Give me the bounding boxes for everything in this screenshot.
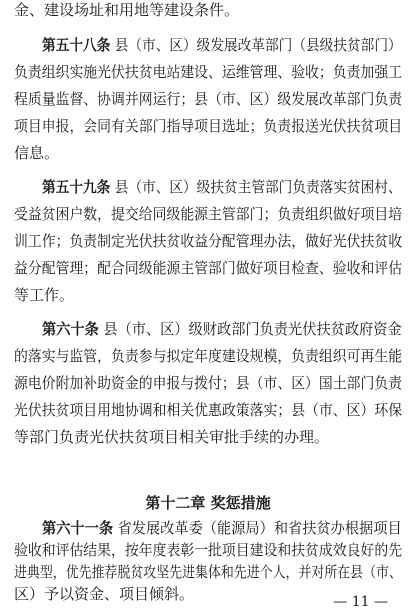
article-59-line-4: 益分配管理；配合同级能源主管部门做好项目检查、验收和评估 [14, 259, 403, 277]
article-59-text: 县（市、区）级扶贫主管部门负责落实贫困村、 [114, 178, 402, 196]
article-59-line-3: 训工作；负责制定光伏扶贫收益分配管理办法，做好光伏扶贫收 [14, 232, 403, 250]
article-58-line-2: 负责组织实施光伏扶贫电站建设、运维管理、验收；负责加强工 [14, 63, 403, 81]
carryover-line: 金、建设场址和用地等建设条件。 [14, 1, 240, 19]
article-61-label: 第六十一条 [42, 519, 114, 537]
article-61-line-4: 区）予以资金、项目倾斜。 [14, 585, 195, 603]
article-60-text: 县（市、区）级财政部门负责光伏扶贫政府资金 [103, 320, 402, 338]
article-60-line-3: 源电价附加补助资金的申报与拨付；县（市、区）国土部门负责 [14, 374, 403, 392]
article-61-line-1 [42, 519, 402, 537]
article-59-label: 第五十九条 [42, 178, 111, 196]
article-60-line-1 [42, 320, 402, 338]
article-60-line-5: 等部门负责光伏扶贫项目相关审批手续的办理。 [14, 428, 330, 446]
article-61-line-3: 进典型，优先推荐脱贫攻坚先进集体和先进个人，并对所在县（市、 [14, 563, 402, 581]
article-61-text: 省发展改革委（能源局）和省扶贫办根据项目 [117, 519, 402, 537]
article-59-line-5: 等工作。 [14, 286, 75, 304]
article-58-line-4: 项目申报，会同有关部门指导项目选址；负责报送光伏扶贫项目 [14, 117, 403, 135]
document-page [14, 0, 402, 616]
article-58-line-5: 信息。 [14, 144, 60, 162]
chapter-12-title: 第十二章 奖惩措施 [145, 494, 271, 512]
article-58-line-1 [42, 36, 402, 54]
article-60-line-4: 光伏扶贫项目用地协调和相关优惠政策落实；县（市、区）环保 [14, 401, 403, 419]
article-58-text: 县（市、区）级发展改革部门（县级扶贫部门） [114, 36, 402, 54]
article-59-line-1 [42, 178, 402, 196]
article-61-line-2: 验收和评估结果，按年度表彰一批项目建设和扶贫成效良好的先 [14, 541, 403, 559]
article-58-label: 第五十八条 [42, 36, 111, 54]
article-60-line-2: 的落实与监管，负责参与拟定年度建设规模，负责组织可再生能 [14, 347, 403, 365]
article-59-line-2: 受益贫困户数，提交给同级能源主管部门；负责组织做好项目培 [14, 205, 403, 223]
page-number: — 11 — [333, 594, 388, 610]
article-60-label: 第六十条 [42, 320, 99, 338]
article-58-line-3: 程质量监督、协调并网运行；县（市、区）级发展改革部门负责 [14, 90, 403, 108]
